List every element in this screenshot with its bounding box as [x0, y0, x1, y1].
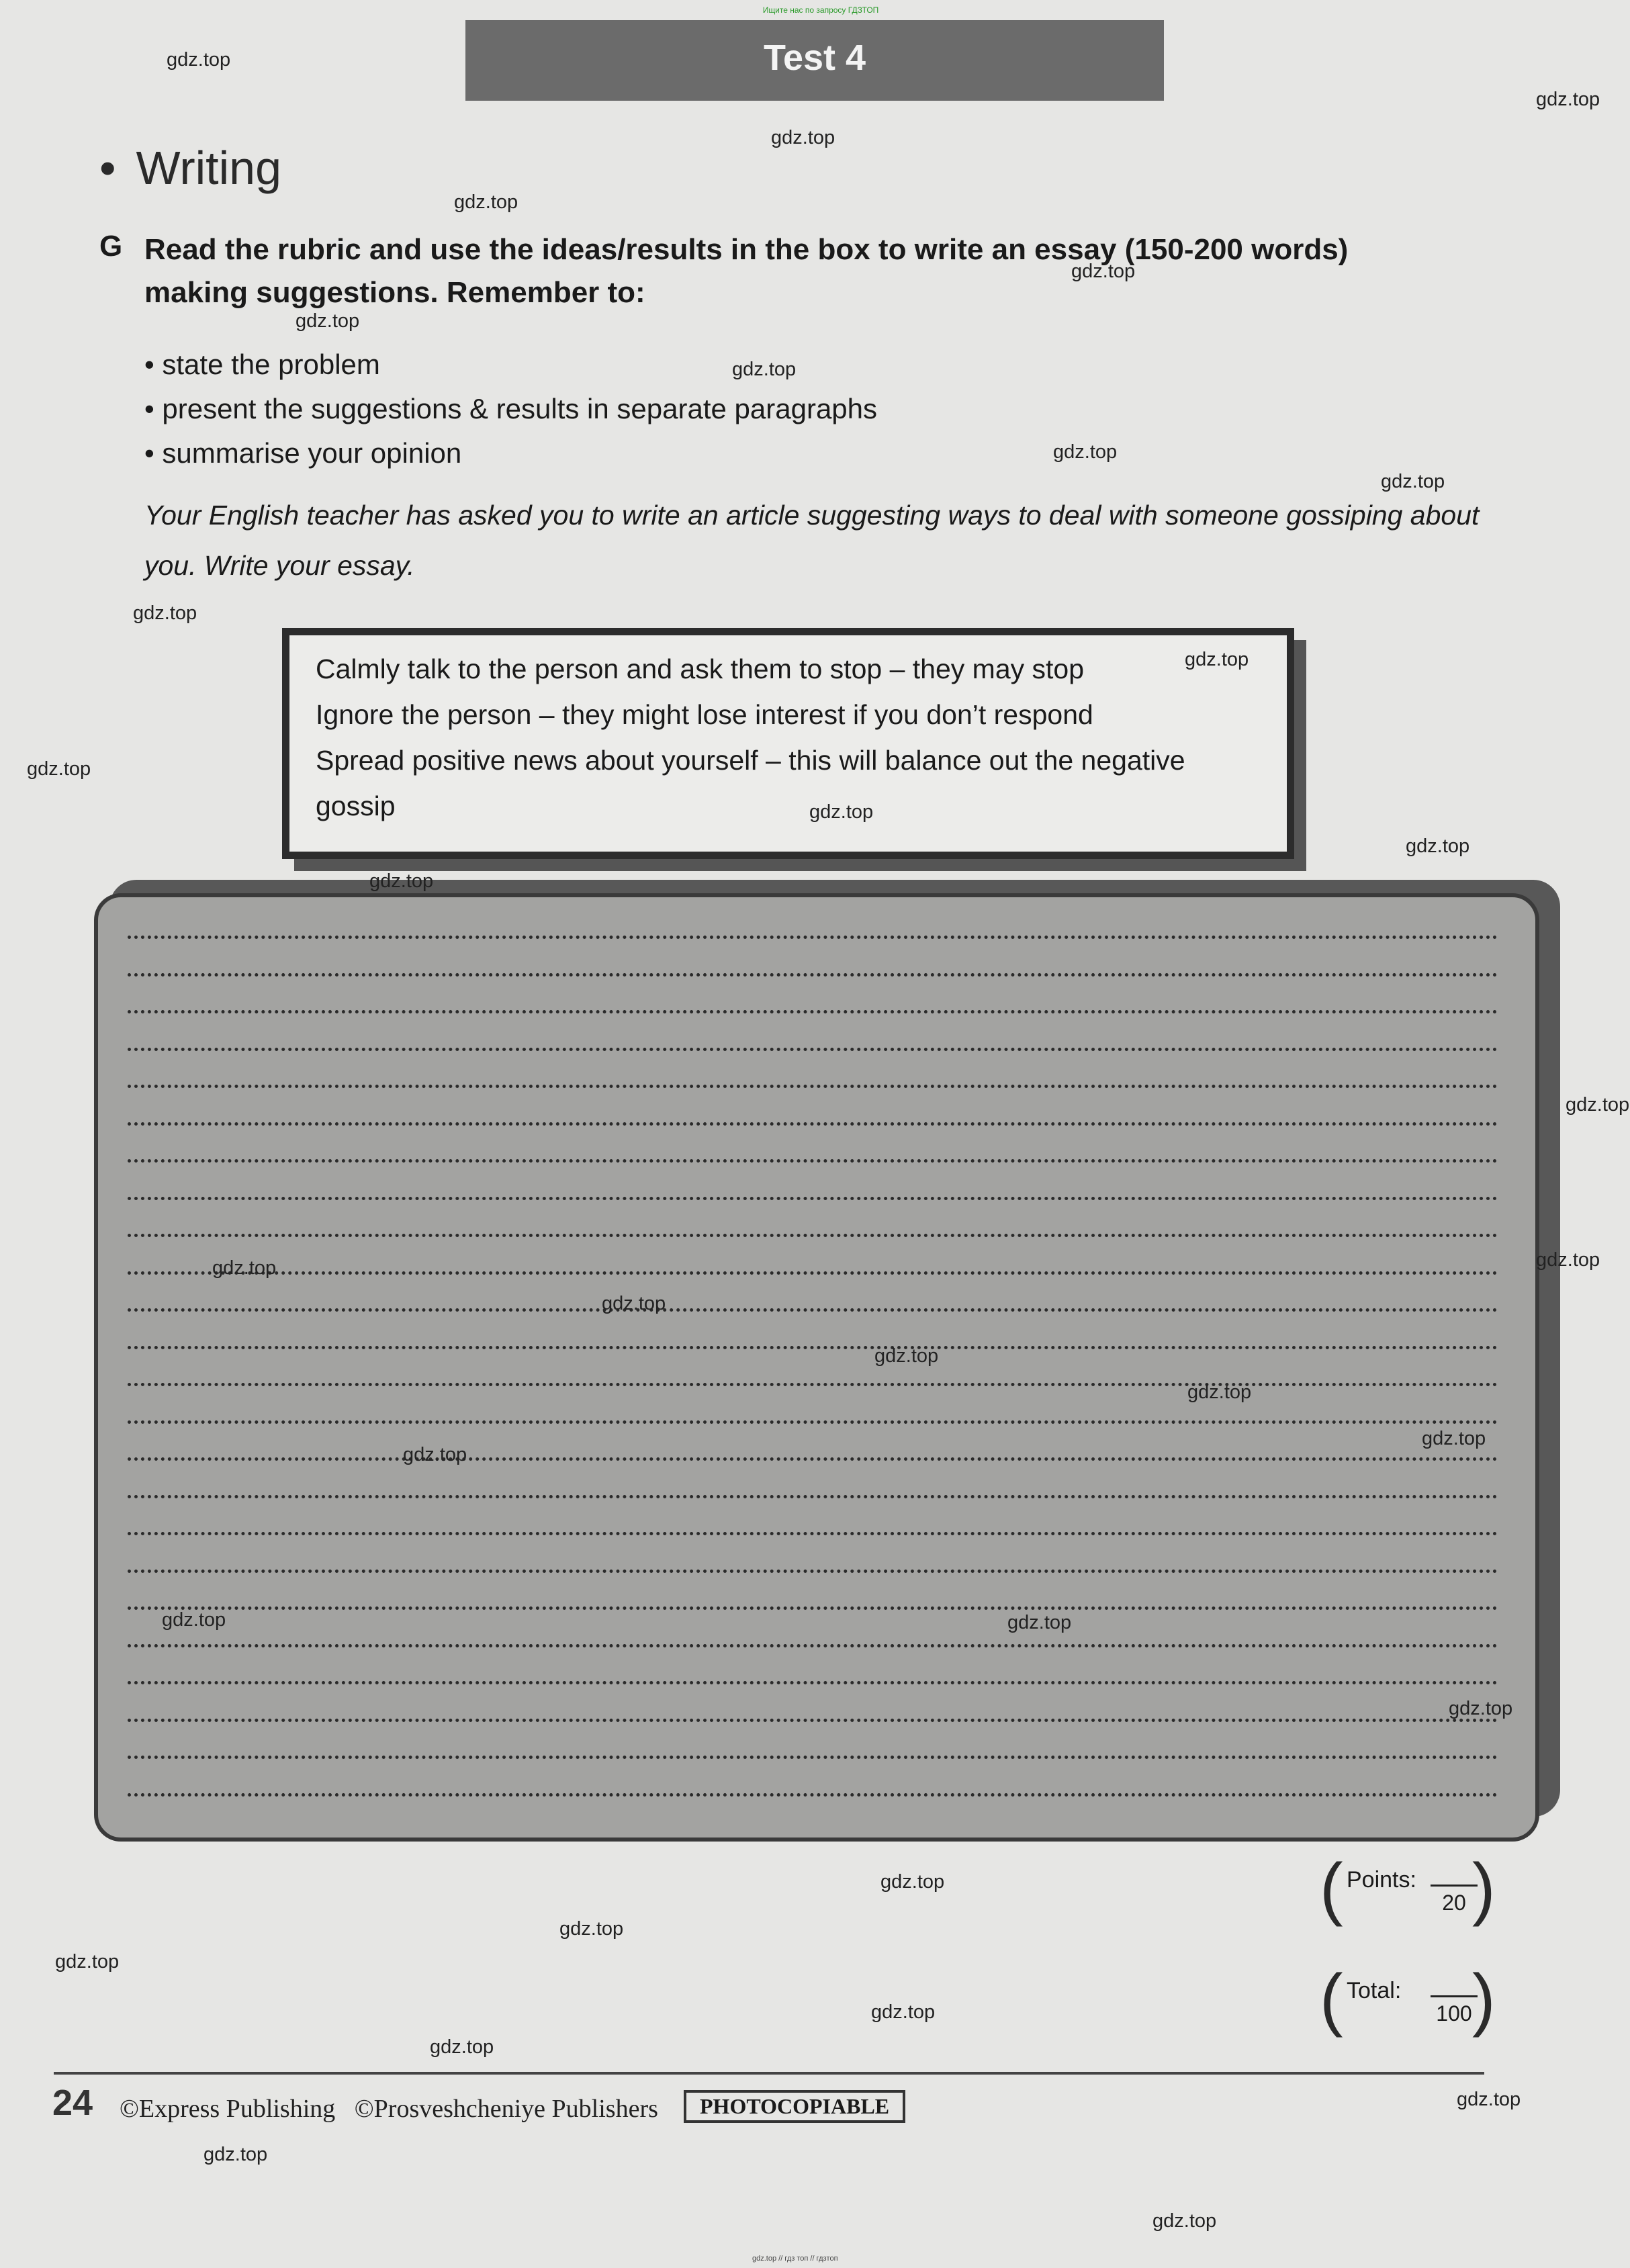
points-fraction-line [1431, 1885, 1478, 1887]
total-max: 100 [1436, 2001, 1472, 2026]
watermark-text: gdz.top [1457, 2089, 1521, 2110]
watermark-text: gdz.top [1381, 471, 1445, 492]
writing-line[interactable] [128, 1308, 1498, 1312]
writing-line[interactable] [128, 1606, 1498, 1610]
task-letter: G [99, 230, 123, 263]
total-label: Total: [1347, 1978, 1402, 2003]
writing-line[interactable] [128, 1457, 1498, 1461]
writing-line[interactable] [128, 1346, 1498, 1349]
writing-line[interactable] [128, 1793, 1498, 1797]
watermark-text: gdz.top [874, 1345, 939, 1367]
reminder-item: • present the suggestions & results in separate paragraphs [144, 387, 877, 431]
writing-line[interactable] [128, 1234, 1498, 1237]
watermark-text: gdz.top [1449, 1698, 1513, 1719]
writing-line[interactable] [128, 1756, 1498, 1759]
watermark-text: gdz.top [1422, 1428, 1486, 1449]
idea-item: Spread positive news about yourself – this will balance out the negative gossip [316, 745, 1185, 821]
points-label: Points: [1347, 1867, 1416, 1893]
reminder-item: • summarise your opinion [144, 431, 877, 475]
writing-line[interactable] [128, 1383, 1498, 1386]
watermark-text: gdz.top [1053, 441, 1118, 463]
watermark-text: gdz.top [1071, 261, 1136, 282]
writing-line[interactable] [128, 1532, 1498, 1535]
section-title: Writing [136, 142, 282, 194]
ideas-list [316, 646, 1256, 829]
watermark-text: gdz.top [1007, 1612, 1072, 1633]
watermark-text: gdz.top [1152, 2210, 1217, 2232]
writing-line[interactable] [128, 936, 1498, 939]
watermark-text: gdz.top [133, 602, 197, 624]
points-max: 20 [1442, 1891, 1466, 1915]
writing-line[interactable] [128, 1159, 1498, 1163]
watermark-text: gdz.top [55, 1951, 120, 1972]
watermark-text: gdz.top [871, 2001, 936, 2023]
total-fraction-line [1431, 1995, 1478, 1997]
section-heading [99, 141, 281, 195]
footer-publishers [120, 2094, 658, 2124]
writing-line[interactable] [128, 1495, 1498, 1498]
watermark-text: gdz.top [403, 1444, 467, 1465]
watermark-text: gdz.top [1406, 835, 1470, 857]
writing-line[interactable] [128, 1420, 1498, 1424]
test-title: Test 4 [465, 20, 1164, 101]
writing-line[interactable] [128, 1570, 1498, 1573]
watermark-text: gdz.top [167, 49, 231, 71]
watermark-text: gdz.top [1185, 649, 1249, 670]
idea-item: Calmly talk to the person and ask them to stop – they may stop [316, 653, 1085, 684]
watermark-text: gdz.top [559, 1918, 624, 1940]
watermark-text: gdz.top [880, 1871, 945, 1893]
bottom-banner[interactable]: gdz.top // гдз топ // гдзтоп [752, 2255, 838, 2263]
writing-line[interactable] [128, 973, 1498, 977]
watermark-text: gdz.top [454, 191, 518, 213]
watermark-text: gdz.top [1536, 1249, 1600, 1271]
page-number: 24 [52, 2083, 93, 2123]
writing-area[interactable] [94, 893, 1539, 1842]
points-close-paren: ) [1472, 1850, 1496, 1927]
watermark-text: gdz.top [296, 310, 360, 332]
total-close-paren: ) [1472, 1960, 1496, 2038]
watermark-text: gdz.top [203, 2144, 268, 2165]
writing-line[interactable] [128, 1644, 1498, 1647]
watermark-text: gdz.top [212, 1257, 277, 1279]
task-rubric: Your English teacher has asked you to write an article suggesting ways to deal with someone gossiping about you. Write your essay. [144, 500, 1480, 581]
watermark-text: gdz.top [369, 870, 434, 892]
total-open-paren: ( [1320, 1960, 1343, 2038]
watermark-text: gdz.top [1536, 89, 1600, 110]
task-instruction: Read the rubric and use the ideas/results in the box to write an essay (150-200 words) making suggestions. Remember to: [144, 233, 1349, 309]
watermark-text: gdz.top [602, 1293, 666, 1314]
writing-line[interactable] [128, 1197, 1498, 1200]
reminder-item: • state the problem [144, 343, 877, 387]
watermark-text: gdz.top [809, 801, 874, 823]
watermark-text: gdz.top [27, 758, 91, 780]
writing-line[interactable] [128, 1010, 1498, 1013]
writing-line[interactable] [128, 1681, 1498, 1684]
top-banner[interactable]: Ищите нас по запросу ГДЗТОП [762, 5, 879, 15]
writing-line[interactable] [128, 1719, 1498, 1722]
publisher-prosveshcheniye: ©Prosveshcheniye Publishers [354, 2095, 658, 2123]
writing-line[interactable] [128, 1271, 1498, 1275]
watermark-text: gdz.top [1566, 1094, 1630, 1116]
watermark-text: gdz.top [162, 1609, 226, 1631]
writing-line[interactable] [128, 1048, 1498, 1051]
watermark-text: gdz.top [430, 2036, 494, 2058]
footer-divider [54, 2072, 1484, 2075]
section-bullet: • [99, 142, 116, 194]
writing-line[interactable] [128, 1122, 1498, 1126]
writing-line[interactable] [128, 1085, 1498, 1088]
watermark-text: gdz.top [732, 359, 797, 380]
idea-item: Ignore the person – they might lose interest if you don’t respond [316, 699, 1093, 730]
watermark-text: gdz.top [1187, 1381, 1252, 1403]
points-open-paren: ( [1320, 1850, 1343, 1927]
watermark-text: gdz.top [771, 127, 835, 148]
photocopiable-badge: PHOTOCOPIABLE [684, 2090, 905, 2123]
publisher-express: ©Express Publishing [120, 2095, 336, 2123]
